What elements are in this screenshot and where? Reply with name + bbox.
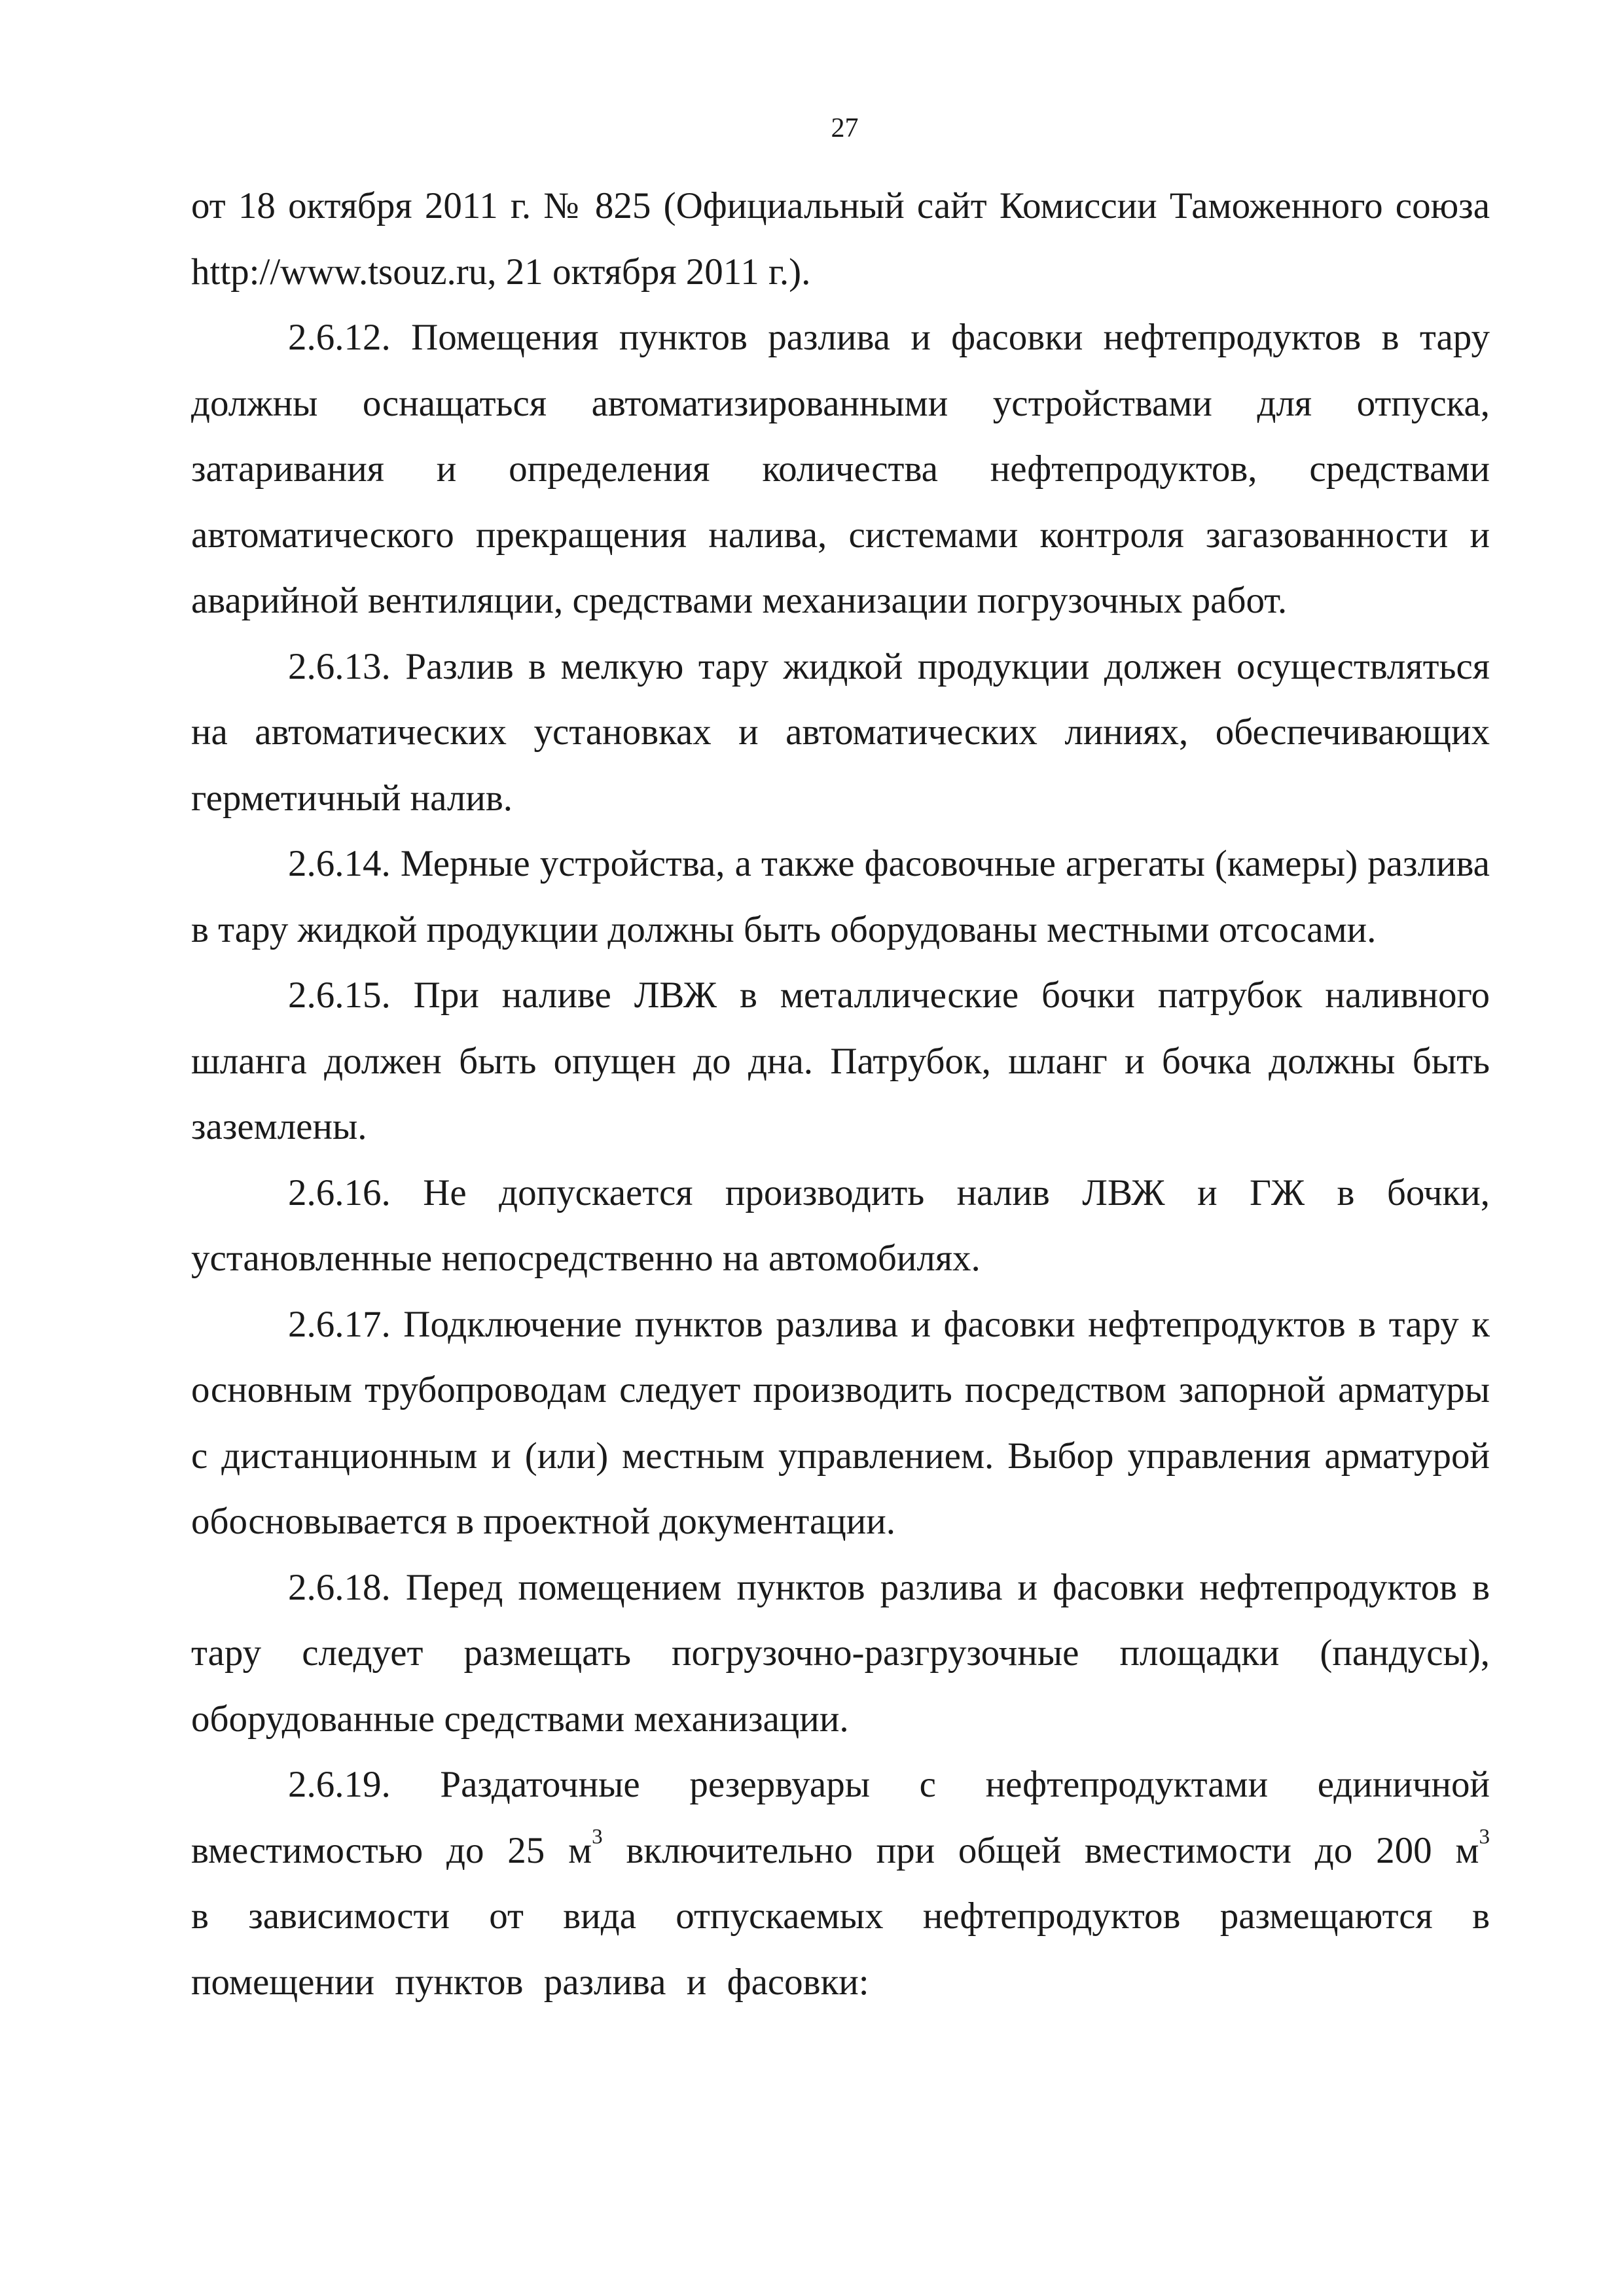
superscript-cubic-2: 3	[1479, 1824, 1490, 1848]
document-body	[191, 173, 1490, 2015]
paragraph-2-6-12: 2.6.12. Помещения пунктов разлива и фасовки нефтепродуктов в тару должны оснащаться автоматизированными устройствами для отпуска, затаривания и определения количества нефтепродуктов, средствами автоматического прекращения налива, системами контроля загазованности и аварийной вентиляции, средствами механизации погрузочных работ.	[191, 317, 1490, 621]
paragraph-continuation: от 18 октября 2011 г. № 825 (Официальный сайт Комиссии Таможенного союза http://www.tsouz.ru, 21 октября 2011 г.).	[191, 185, 1490, 293]
paragraph-2-6-18: 2.6.18. Перед помещением пунктов разлива и фасовки нефтепродуктов в тару следует размещать погрузочно-разгрузочные площадки (пандусы), оборудованные средствами механизации.	[191, 1566, 1490, 1740]
paragraph-2-6-19-part2: включительно при общей вместимости до 200 м	[602, 1829, 1479, 1871]
paragraph-2-6-17: 2.6.17. Подключение пунктов разлива и фасовки нефтепродуктов в тару к основным трубопроводам следует производить посредством запорной арматуры с дистанционным и (или) местным управлением. Выбор управления арматурой обосновывается в проектной документации.	[191, 1303, 1490, 1542]
superscript-cubic: 3	[592, 1824, 603, 1848]
paragraph-2-6-19-part3: в зависимости от вида отпускаемых нефтепродуктов размещаются в помещении пунктов разлива и фасовки:	[191, 1895, 1490, 2003]
paragraph-2-6-14: 2.6.14. Мерные устройства, а также фасовочные агрегаты (камеры) разлива в тару жидкой продукции должны быть оборудованы местными отсосами.	[191, 843, 1490, 950]
paragraph-2-6-13: 2.6.13. Разлив в мелкую тару жидкой продукции должен осуществляться на автоматических установках и автоматических линиях, обеспечивающих герметичный налив.	[191, 645, 1490, 819]
paragraph-2-6-19-part1: 2.6.19. Раздаточные резервуары с нефтепродуктами единичной вместимостью до 25 м	[191, 1764, 1490, 1871]
paragraph-2-6-16: 2.6.16. Не допускается производить налив ЛВЖ и ГЖ в бочки, установленные непосредственно на автомобилях.	[191, 1172, 1490, 1279]
paragraph-2-6-15: 2.6.15. При наливе ЛВЖ в металлические бочки патрубок наливного шланга должен быть опущен до дна. Патрубок, шланг и бочка должны быть заземлены.	[191, 975, 1490, 1147]
page-number: 27	[831, 113, 859, 143]
paragraph-2-6-19	[191, 1752, 1490, 2015]
